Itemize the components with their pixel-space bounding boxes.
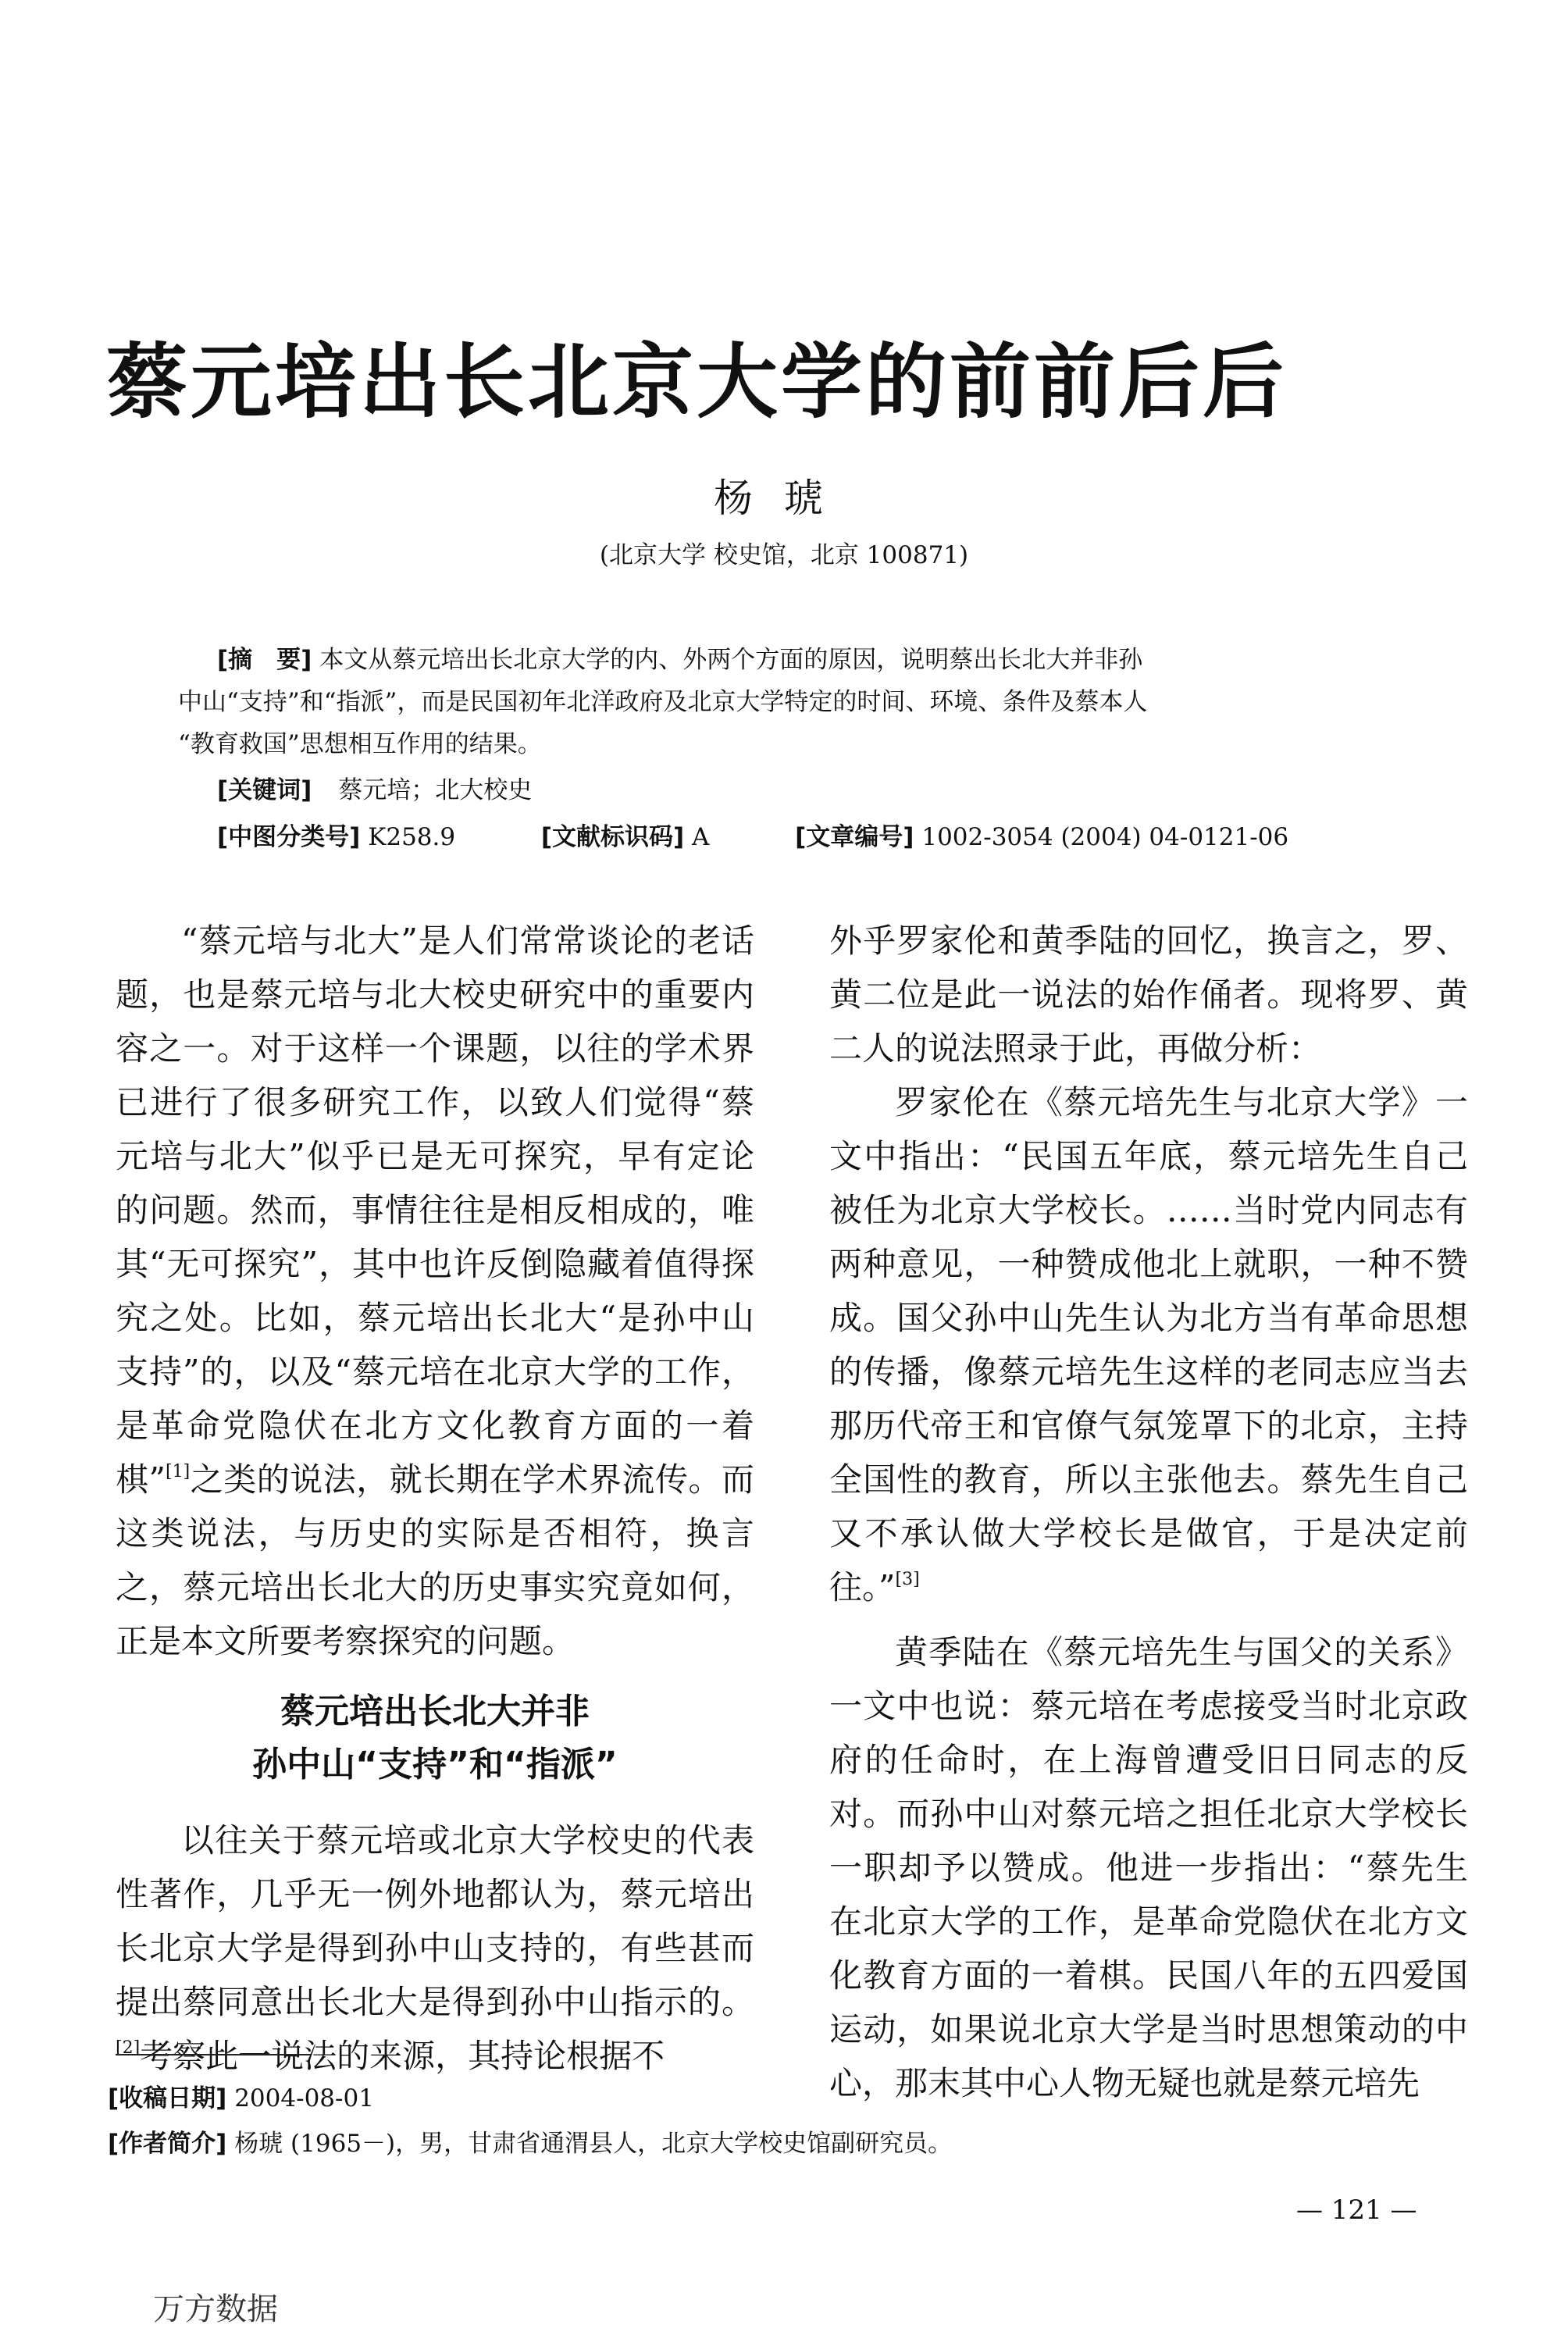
keywords-label: [关键词] [217,776,312,804]
author-bio [108,2121,1435,2166]
left-column [116,914,754,2083]
section-heading-line-2: 孙中山“支持”和“指派” [252,1745,618,1784]
bio-label: [作者简介] [108,2130,227,2158]
footnote-divider [116,2054,311,2055]
author-affiliation: (北京大学 校史馆，北京 100871) [599,541,969,569]
paragraph-text: 以往关于蔡元培或北京大学校史的代表性著作，几乎无一例外地都认为，蔡元培出长北京大学是得到孙中山支持的，有些甚而提出蔡同意出长北大是得到孙中山指示的。 [116,1821,754,2021]
right-column [829,914,1468,2110]
article-no-value: 1002-3054 (2004) 04-0121-06 [921,823,1289,851]
page-number: — 121 — [1296,2194,1417,2226]
paper-title: 蔡元培出长北京大学的前前后后 [106,334,1288,430]
paragraph [829,1075,1468,1614]
paragraph-text: 考察此一说法的来源，其持论根据不 [140,2037,665,2075]
received-value: 2004-08-01 [234,2084,374,2112]
footnotes [108,2076,1435,2166]
abstract [178,639,1420,765]
citation-mark: [2] [116,2038,141,2058]
doc-code-value: A [692,823,710,851]
paragraph: 黄季陆在《蔡元培先生与国父的关系》一文中也说：蔡元培在考虑接受当时北京政府的任命时，在上海曾遭受旧日同志的反对。而孙中山对蔡元培之担任北京大学校长一职却予以赞成。他进一步指出：“蔡先生在北京大学的工作，是革命党隐伏在北方文化教育方面的一着棋。民国八年的五四爱国运动，如果说北京大学是当时思想策动的中心，那末其中心人物无疑也就是蔡元培先 [829,1633,1468,2102]
paragraph [116,1813,754,2083]
citation-mark: [3] [895,1570,920,1589]
abstract-label: [摘 要] [217,646,312,674]
paragraph-text: 罗家伦在《蔡元培先生与北京大学》一文中指出：“民国五年底，蔡元培先生自己被任为北京大学校长。……当时党内同志有两种意见，一种赞成他北上就职，一种不赞成。国父孙中山先生认为北方当有革命思想的传播，像蔡元培先生这样的老同志应当去那历代帝王和官僚气氛笼罩下的北京，主持全国性的教育，所以主张他去。蔡先生自己又不承认做大学校长是做官，于是决定前往。” [829,1083,1468,1606]
paragraph-text: 之类的说法，就长期在学术界流传。而这类说法，与历史的实际是否相符，换言之，蔡元培出长北大的历史事实究竟如何，正是本文所要考察探究的问题。 [116,1460,754,1660]
paragraph: 外乎罗家伦和黄季陆的回忆，换言之，罗、黄二位是此一说法的始作俑者。现将罗、黄二人的说法照录于此，再做分析： [829,922,1468,1068]
article-no-label: [文章编号] [795,823,914,851]
received-label: [收稿日期] [108,2084,227,2112]
abstract-line-3: “教育救国”思想相互作用的结果。 [178,730,542,758]
citation-mark: [1] [166,1462,191,1481]
clc-label: [中图分类号] [217,823,361,851]
author-name: 杨琥 [714,476,854,521]
section-heading [116,1685,754,1792]
paragraph-text: “蔡元培与北大”是人们常常谈论的老话题，也是蔡元培与北大校史研究中的重要内容之一。对于这样一个课题，以往的学术界已进行了很多研究工作，以致人们觉得“蔡元培与北大”似乎已是无可探究，早有定论的问题。然而，事情往往是相反相成的，唯其“无可探究”，其中也许反倒隐藏着值得探究之处。比如，蔡元培出长北大“是孙中山支持”的，以及“蔡元培在北京大学的工作，是革命党隐伏在北方文化教育方面的一着棋” [116,922,754,1499]
clc-value: K258.9 [368,823,456,851]
doc-code-label: [文献标识码] [540,823,685,851]
paragraph [116,914,754,1668]
received-date [108,2076,1435,2121]
bio-value: 杨琥 (1965－)，男，甘肃省通渭县人，北京大学校史馆副研究员。 [234,2130,953,2158]
abstract-line-1 [178,639,1420,681]
section-heading-line-1: 蔡元培出长北大并非 [280,1692,590,1731]
keywords-text: 蔡元培；北大校史 [338,776,533,804]
watermark-text: 万方数据 [153,2291,278,2327]
abstract-line-2: 中山“支持”和“指派”，而是民国初年北洋政府及北京大学特定的时间、环境、条件及蔡本人 [178,688,1148,716]
abstract-text-1: 本文从蔡元培出长北京大学的内、外两个方面的原因，说明蔡出长北大并非孙 [319,646,1143,674]
keywords [217,769,532,811]
classification-row [217,816,1420,858]
